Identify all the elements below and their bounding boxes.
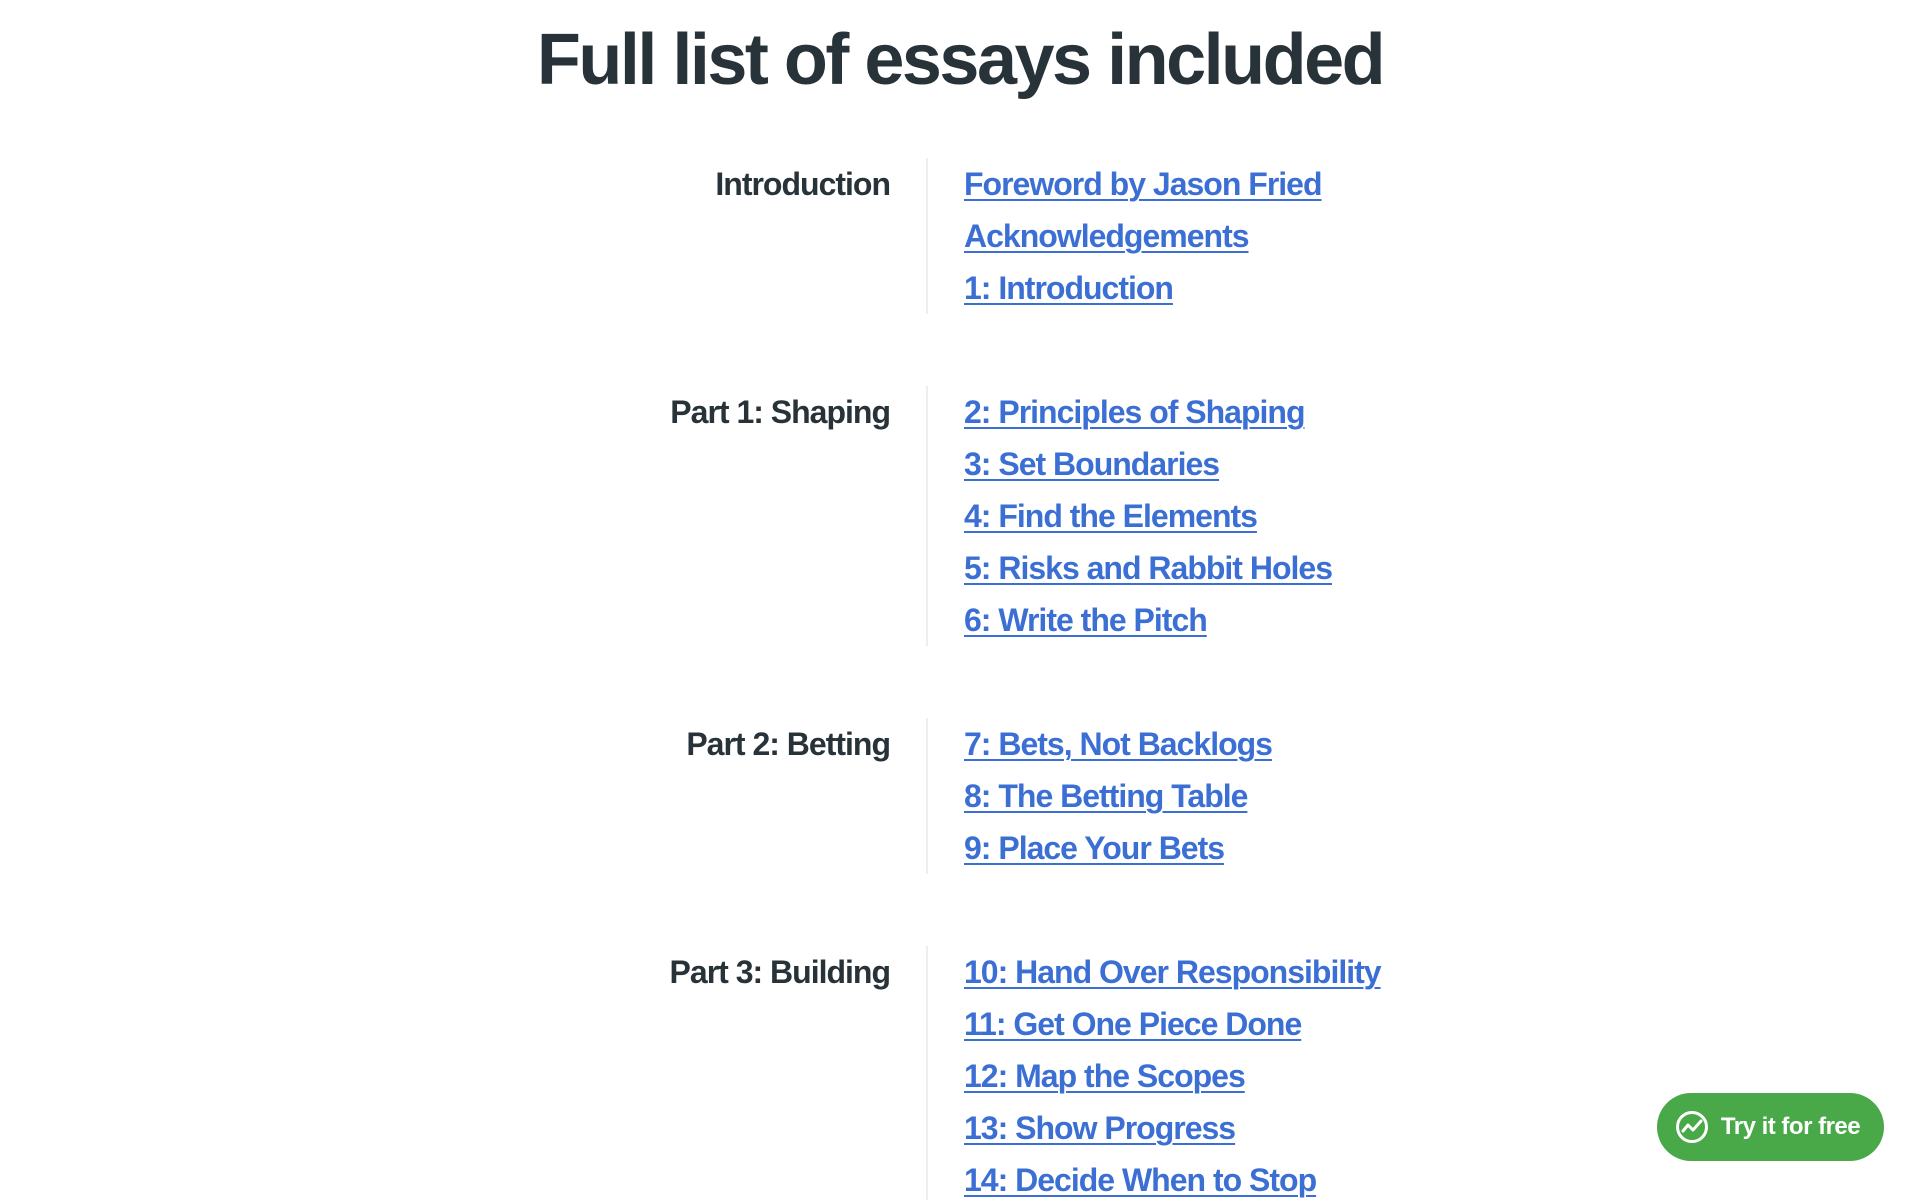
section-label: Part 1: Shaping [670,394,890,430]
essay-link-foreword[interactable]: Foreword by Jason Fried [964,166,1322,202]
basecamp-logo-icon [1675,1110,1709,1144]
section-part-3-building [0,946,1920,1200]
essay-link-7[interactable]: 7: Bets, Not Backlogs [964,726,1272,762]
section-label: Part 2: Betting [686,726,890,762]
list-item [964,770,1272,822]
essay-link-2[interactable]: 2: Principles of Shaping [964,394,1305,430]
cta-label: Try it for free [1720,1113,1861,1140]
section-links [926,718,1272,874]
essay-link-6[interactable]: 6: Write the Pitch [964,602,1207,638]
list-item [964,594,1332,646]
section-part-2-betting [0,718,1920,874]
essay-link-10[interactable]: 10: Hand Over Responsibility [964,954,1381,990]
list-item [964,1050,1381,1102]
section-links [926,946,1381,1200]
section-label: Introduction [715,166,890,202]
list-item [964,1154,1381,1200]
list-item [964,262,1322,314]
list-item [964,998,1381,1050]
list-item [964,542,1332,594]
essay-link-acknowledgements[interactable]: Acknowledgements [964,218,1249,254]
section-label: Part 3: Building [669,954,890,990]
essay-link-4[interactable]: 4: Find the Elements [964,498,1257,534]
essay-link-11[interactable]: 11: Get One Piece Done [964,1006,1302,1042]
section-part-1-shaping [0,386,1920,646]
list-item [964,490,1332,542]
essay-link-8[interactable]: 8: The Betting Table [964,778,1248,814]
list-item [964,946,1381,998]
page-title: Full list of essays included [536,20,1384,100]
section-introduction [0,158,1920,314]
list-item [964,158,1322,210]
list-item [964,210,1322,262]
list-item [964,386,1332,438]
essay-link-5[interactable]: 5: Risks and Rabbit Holes [964,550,1332,586]
try-it-for-free-button[interactable] [1657,1093,1884,1161]
list-item [964,718,1272,770]
list-item [964,1102,1381,1154]
essay-link-14[interactable]: 14: Decide When to Stop [964,1162,1317,1198]
list-item [964,438,1332,490]
essay-link-3[interactable]: 3: Set Boundaries [964,446,1220,482]
essay-link-9[interactable]: 9: Place Your Bets [964,830,1225,866]
essay-link-13[interactable]: 13: Show Progress [964,1110,1236,1146]
list-item [964,822,1272,874]
section-links [926,158,1322,314]
essay-link-1[interactable]: 1: Introduction [964,270,1173,306]
essay-link-12[interactable]: 12: Map the Scopes [964,1058,1245,1094]
essay-list [0,158,1920,1200]
section-links [926,386,1332,646]
